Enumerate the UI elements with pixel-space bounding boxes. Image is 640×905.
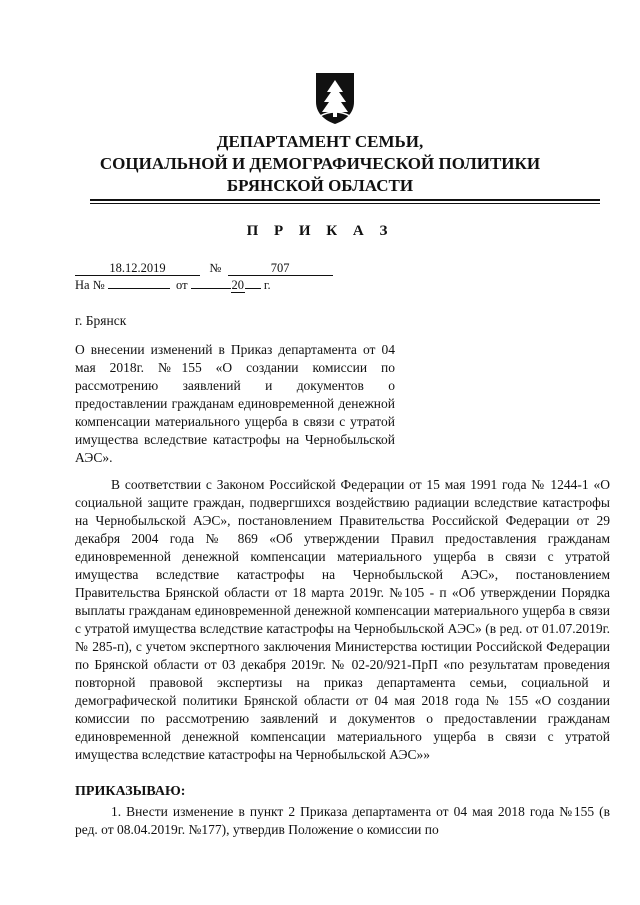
header-rule-thin: [90, 203, 600, 204]
order-item-1: 1. Внести изменение в пункт 2 Приказа департамента от 04 мая 2018 года №155 (в ред. от 08.04.2019г. №177), утвердив Положение о комиссии по: [75, 804, 610, 837]
document-number: 707: [228, 262, 333, 276]
document-date: 18.12.2019: [75, 262, 200, 276]
document-type-title: П Р И К А З: [246, 223, 394, 239]
reference-number-blank: [108, 288, 170, 289]
reference-line: [75, 278, 271, 293]
org-name-line-2: СОЦИАЛЬНОЙ И ДЕМОГРАФИЧЕСКОЙ ПОЛИТИКИ: [99, 154, 541, 173]
reference-date-blank: [191, 288, 231, 289]
header-rule-thick: [90, 199, 600, 201]
city: г. Брянск: [75, 313, 127, 328]
order-heading: ПРИКАЗЫВАЮ:: [75, 784, 186, 799]
preamble-paragraph: В соответствии с Законом Российской Федерации от 15 мая 1991 года № 1244-1 «О социальной защите граждан, подвергшихся воздействию радиации вследствие катастрофы на Чернобыльской АЭС», постановлением Правительства Российской Федерации от 29 декабря 2004 года № 869 «Об утверждении Правил предоставления гражданам единовременной денежной компенсации материального ущерба в связи с утратой имущества вследствие катастрофы на Чернобыльской АЭС», постановлением Правительства Брянской области от 18 марта 2019г. №105 - п «Об утверждении Порядка выплаты гражданам единовременной денежной компенсации материального ущерба в связи с утратой имущества вследствие катастрофы на Чернобыльской АЭС» (в ред. от 01.07.2019г. № 285-п), с учетом экспертного заключения Министерства юстиции Российской Федерации по Брянской области от 03 декабря 2019г. № 02-20/921-ПрП «по результатам проведения повторной правовой экспертизы на приказ департамента семьи, социальной и демографической политики Брянской области от 04 мая 2018 года № 155 «О создании комиссии по рассмотрению заявлений и документов о предоставлении гражданам единовременной денежной компенсации материального ущерба в связи с утратой имущества вследствие катастрофы на Чернобыльской АЭС»»: [75, 477, 610, 762]
reference-from-label: от: [176, 278, 188, 292]
reference-year-suffix: г.: [263, 278, 271, 292]
reference-label: На №: [75, 278, 105, 292]
reference-year-blank: [245, 288, 261, 289]
document-subject: О внесении изменений в Приказ департамента от 04 мая 2018г. №155 «О создании комиссии по рассмотрению заявлений и документов о предоставлении гражданам единовременной денежной компенсации материального ущерба в связи с утратой имущества вследствие катастрофы на Чернобыльской АЭС».: [75, 342, 395, 465]
org-name-line-3: БРЯНСКОЙ ОБЛАСТИ: [226, 176, 414, 195]
coat-of-arms-icon: [313, 70, 357, 126]
org-name-line-1: ДЕПАРТАМЕНТ СЕМЬИ,: [216, 132, 424, 151]
reference-year: 20: [231, 278, 244, 292]
number-label: №: [209, 261, 222, 275]
document-date-number: [75, 261, 333, 276]
